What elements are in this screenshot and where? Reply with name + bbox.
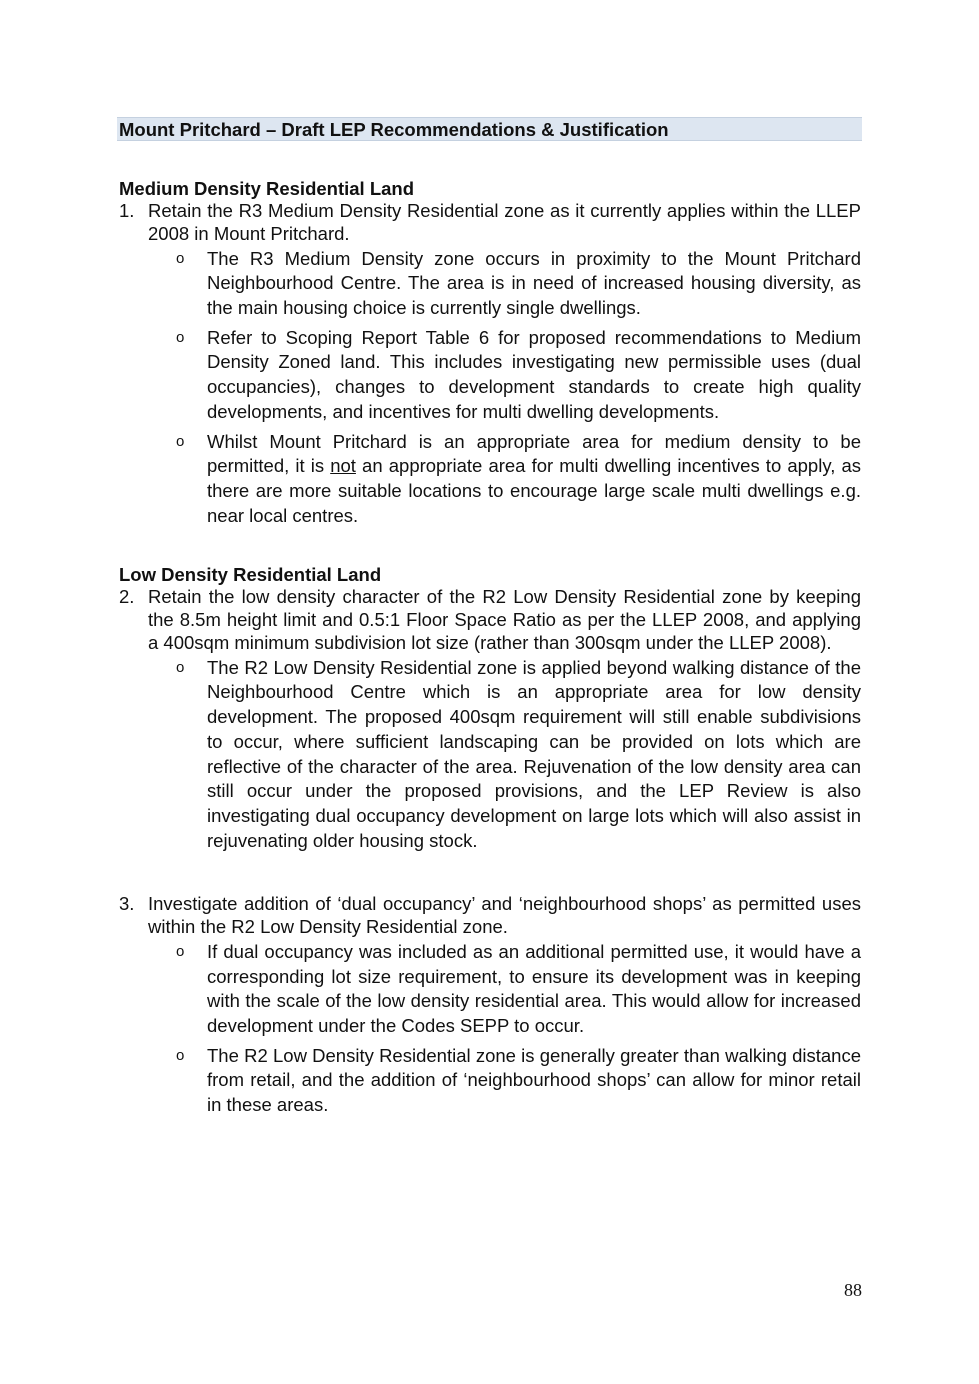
page-title-banner: Mount Pritchard – Draft LEP Recommendations & Justification bbox=[117, 117, 862, 141]
section-heading-medium-density: Medium Density Residential Land bbox=[119, 178, 415, 199]
recommendation-item-3 bbox=[119, 893, 861, 939]
page-number: 88 bbox=[844, 1280, 862, 1300]
bullet-marker: o bbox=[176, 942, 185, 960]
bullet-item bbox=[176, 940, 861, 1039]
item-number: 3. bbox=[119, 893, 135, 915]
recommendation-item-2 bbox=[119, 586, 861, 654]
recommendation-item-1 bbox=[119, 200, 861, 246]
bullet-list bbox=[119, 656, 861, 854]
bullet-item bbox=[176, 1044, 861, 1118]
item-text: Retain the low density character of the R2 Low Density Residential zone by keeping the 8.5m height limit and 0.5:1 Floor Space Ratio as per the LLEP 2008, and applying a 400sqm minimum subdivision lot size (rather than 300sqm under the LLEP 2008). bbox=[148, 586, 861, 653]
document-body bbox=[119, 177, 861, 1123]
bullet-marker: o bbox=[176, 432, 185, 450]
bullet-text: The R2 Low Density Residential zone is generally greater than walking distance from retail, and the addition of ‘neighbourhood shops’ can allow for minor retail in these areas. bbox=[207, 1044, 861, 1116]
bullet-item bbox=[176, 247, 861, 321]
bullet-marker: o bbox=[176, 658, 185, 676]
bullet-text: Refer to Scoping Report Table 6 for proposed recommendations to Medium Density Zoned land. This includes investigating new permissible uses (dual occupancies), changes to development standards to create high quality developments, and incentives for multi dwelling developments. bbox=[207, 326, 861, 422]
bullet-item bbox=[176, 656, 861, 854]
bullet-marker: o bbox=[176, 328, 185, 346]
emphasis-underline: not bbox=[330, 455, 356, 477]
bullet-item bbox=[176, 430, 861, 529]
bullet-item bbox=[176, 326, 861, 425]
section-heading-low-density: Low Density Residential Land bbox=[119, 564, 382, 586]
bullet-text-part: Whilst Mount Pritchard is an appropriate area for medium density to be permitted, it is bbox=[207, 430, 861, 477]
bullet-text-part: an appropriate area for multi dwelling incentives to apply, as there are more suitable locations to encourage large scale multi dwellings e.g. near local centres. bbox=[207, 455, 861, 526]
bullet-marker: o bbox=[176, 249, 185, 267]
item-text: Retain the R3 Medium Density Residential zone as it currently applies within the LLEP 2008 in Mount Pritchard. bbox=[148, 200, 861, 244]
bullet-text: If dual occupancy was included as an additional permitted use, it would have a corresponding lot size requirement, to ensure its development was in keeping with the scale of the low density residential area. This would allow for increased development under the Codes SEPP to occur. bbox=[207, 940, 861, 1037]
bullet-list bbox=[119, 247, 861, 529]
bullet-text: The R2 Low Density Residential zone is applied beyond walking distance of the Neighbourhood Centre which is an appropriate area for low density development. The proposed 400sqm requirement will still enable subdivisions to occur, where sufficient landscaping can be provided on lots which are reflective of the character of the area. Rejuvenation of the low density area can still occur under the proposed provisions, and the LEP Review is also investigating dual occupancy development on large lots which will also assist in rejuvenating older housing stock. bbox=[207, 656, 861, 851]
item-number: 2. bbox=[119, 586, 135, 608]
item-number: 1. bbox=[119, 200, 135, 221]
item-text: Investigate addition of ‘dual occupancy’ and ‘neighbourhood shops’ as permitted uses within the R2 Low Density Residential zone. bbox=[148, 893, 861, 938]
bullet-marker: o bbox=[176, 1046, 185, 1064]
bullet-text: The R3 Medium Density zone occurs in proximity to the Mount Pritchard Neighbourhood Centre. The area is in need of increased housing diversity, as the main housing choice is currently single dwellings. bbox=[207, 247, 861, 318]
bullet-list bbox=[119, 940, 861, 1118]
